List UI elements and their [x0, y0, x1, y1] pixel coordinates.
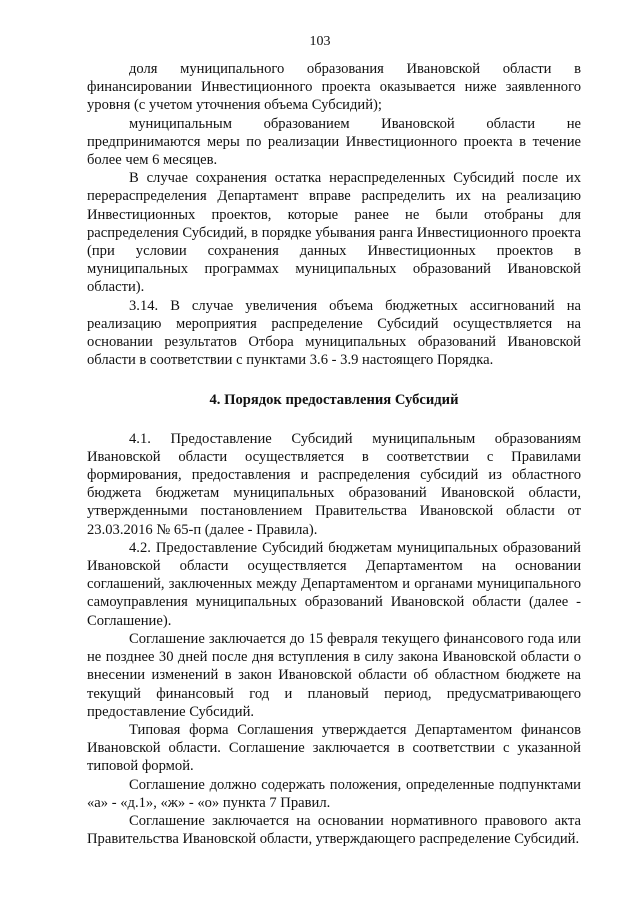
paragraph-agreement-deadline: Соглашение заключается до 15 февраля текущего финансового года или не позднее 30 дней после дня вступления в силу закона Ивановской области о внесении изменений в закон Ивановской области об областном бюджете на текущий финансовый год и плановый период, предусматривающего предоставление Субсидий.: [87, 630, 581, 720]
paragraph-clause-share: доля муниципального образования Ивановской области в финансировании Инвестиционного проекта оказывается ниже заявленного уровня (с учетом уточнения объема Субсидий);: [87, 61, 581, 114]
paragraph-3-14: 3.14. В случае увеличения объема бюджетных ассигнований на реализацию мероприятия распределение Субсидий осуществляется на основании результатов Отбора муниципальных образований Ивановской области в соответствии с пунктами 3.6 - 3.9 настоящего Порядка.: [87, 297, 581, 369]
paragraph-4-1: 4.1. Предоставление Субсидий муниципальным образованиям Ивановской области осуществляется в соответствии с Правилами формирования, предоставления и распределения субсидий из областного бюджета бюджетам муниципальных образований Ивановской области, утвержденными постановлением Правительства Ивановской области от 23.03.2016 № 65-п (далее - Правила).: [87, 430, 581, 538]
paragraph-agreement-content: Соглашение должно содержать положения, определенные подпунктами «а» - «д.1», «ж» - «о» пункта 7 Правил.: [87, 776, 581, 811]
paragraph-agreement-basis: Соглашение заключается на основании нормативного правового акта Правительства Ивановской области, утверждающего распределение Субсидий.: [87, 812, 581, 848]
paragraph-4-2: 4.2. Предоставление Субсидий бюджетам муниципальных образований Ивановской области осуществляется Департаментом на основании соглашений, заключенных между Департаментом и органами муниципального самоуправления муниципальных образований Ивановской области (далее - Соглашение).: [87, 539, 581, 629]
paragraph-redistribution: В случае сохранения остатка нераспределенных Субсидий после их перераспределения Департамент вправе распределить их на реализацию Инвестиционных проектов, которые ранее не были отобраны для распределения Субсидий, в порядке убывания ранга Инвестиционного проекта (при условии сохранения данных Инвестиционных проектов в муниципальных программах муниципальных образований Ивановской области).: [87, 170, 581, 296]
page-number: 103: [309, 34, 331, 49]
document-body: [87, 60, 581, 848]
section-heading: 4. Порядок предоставления Субсидий: [209, 392, 459, 409]
paragraph-clause-inaction: муниципальным образованием Ивановской области не предпринимаются меры по реализации Инвестиционного проекта в течение более чем 6 месяцев.: [87, 115, 581, 169]
paragraph-typical-form: Типовая форма Соглашения утверждается Департаментом финансов Ивановской области. Соглашение заключается в соответствии с указанной типовой формой.: [87, 721, 581, 775]
